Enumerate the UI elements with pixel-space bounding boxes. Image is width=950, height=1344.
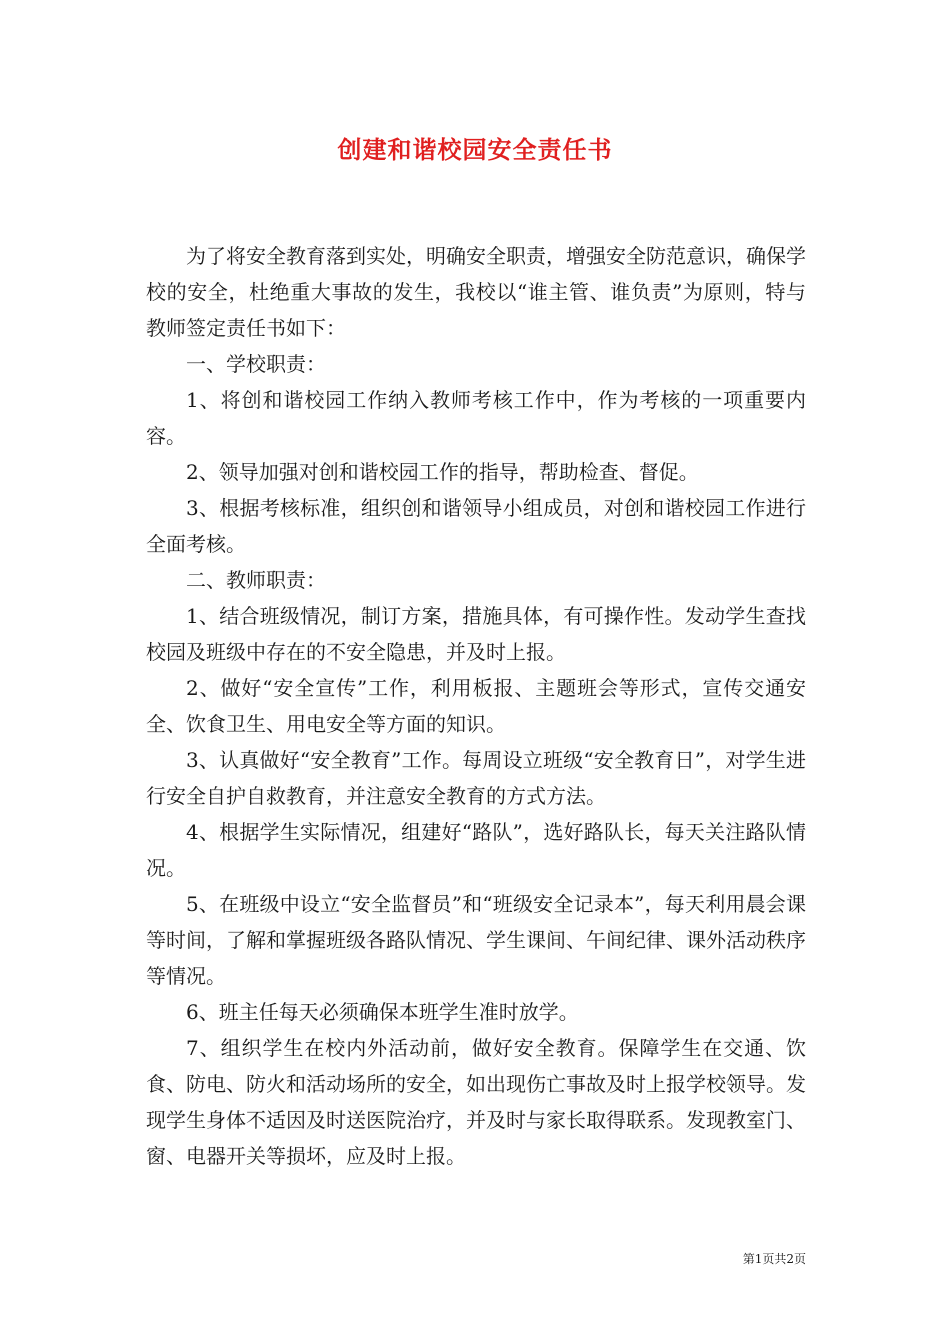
intro-paragraph: 为了将安全教育落到实处，明确安全职责，增强安全防范意识，确保学校的安全，杜绝重大事故的发生，我校以“谁主管、谁负责”为原则，特与教师签定责任书如下： xyxy=(146,244,806,340)
document-body xyxy=(146,238,806,1174)
section-heading-school: 一、学校职责： xyxy=(186,352,326,376)
school-duty-2: 2、领导加强对创和谐校园工作的指导，帮助检查、督促。 xyxy=(186,460,699,484)
teacher-duty-1: 1、结合班级情况，制订方案，措施具体，有可操作性。发动学生查找校园及班级中存在的不安全隐患，并及时上报。 xyxy=(146,604,806,664)
teacher-duty-7: 7、组织学生在校内外活动前，做好安全教育。保障学生在交通、饮食、防电、防火和活动场所的安全，如出现伤亡事故及时上报学校领导。发现学生身体不适因及时送医院治疗，并及时与家长取得联系。发现教室门、窗、电器开关等损坏，应及时上报。 xyxy=(146,1036,806,1168)
teacher-duty-3: 3、认真做好“安全教育”工作。每周设立班级“安全教育日”，对学生进行安全自护自救教育，并注意安全教育的方式方法。 xyxy=(146,748,806,808)
teacher-duty-6: 6、班主任每天必须确保本班学生准时放学。 xyxy=(186,1000,579,1024)
teacher-duty-5: 5、在班级中设立“安全监督员”和“班级安全记录本”，每天利用晨会课等时间，了解和掌握班级各路队情况、学生课间、午间纪律、课外活动秩序等情况。 xyxy=(146,892,806,988)
document-title: 创建和谐校园安全责任书 xyxy=(337,135,613,164)
teacher-duty-2: 2、做好“安全宣传”工作，利用板报、主题班会等形式，宣传交通安全、饮食卫生、用电安全等方面的知识。 xyxy=(146,676,806,736)
school-duty-3: 3、根据考核标准，组织创和谐领导小组成员，对创和谐校园工作进行全面考核。 xyxy=(146,496,806,556)
teacher-duty-4: 4、根据学生实际情况，组建好“路队”，选好路队长，每天关注路队情况。 xyxy=(146,820,806,880)
page-number: 第1页共2页 xyxy=(742,1252,806,1266)
section-heading-teacher: 二、教师职责： xyxy=(186,568,326,592)
school-duty-1: 1、将创和谐校园工作纳入教师考核工作中，作为考核的一项重要内容。 xyxy=(146,388,806,448)
